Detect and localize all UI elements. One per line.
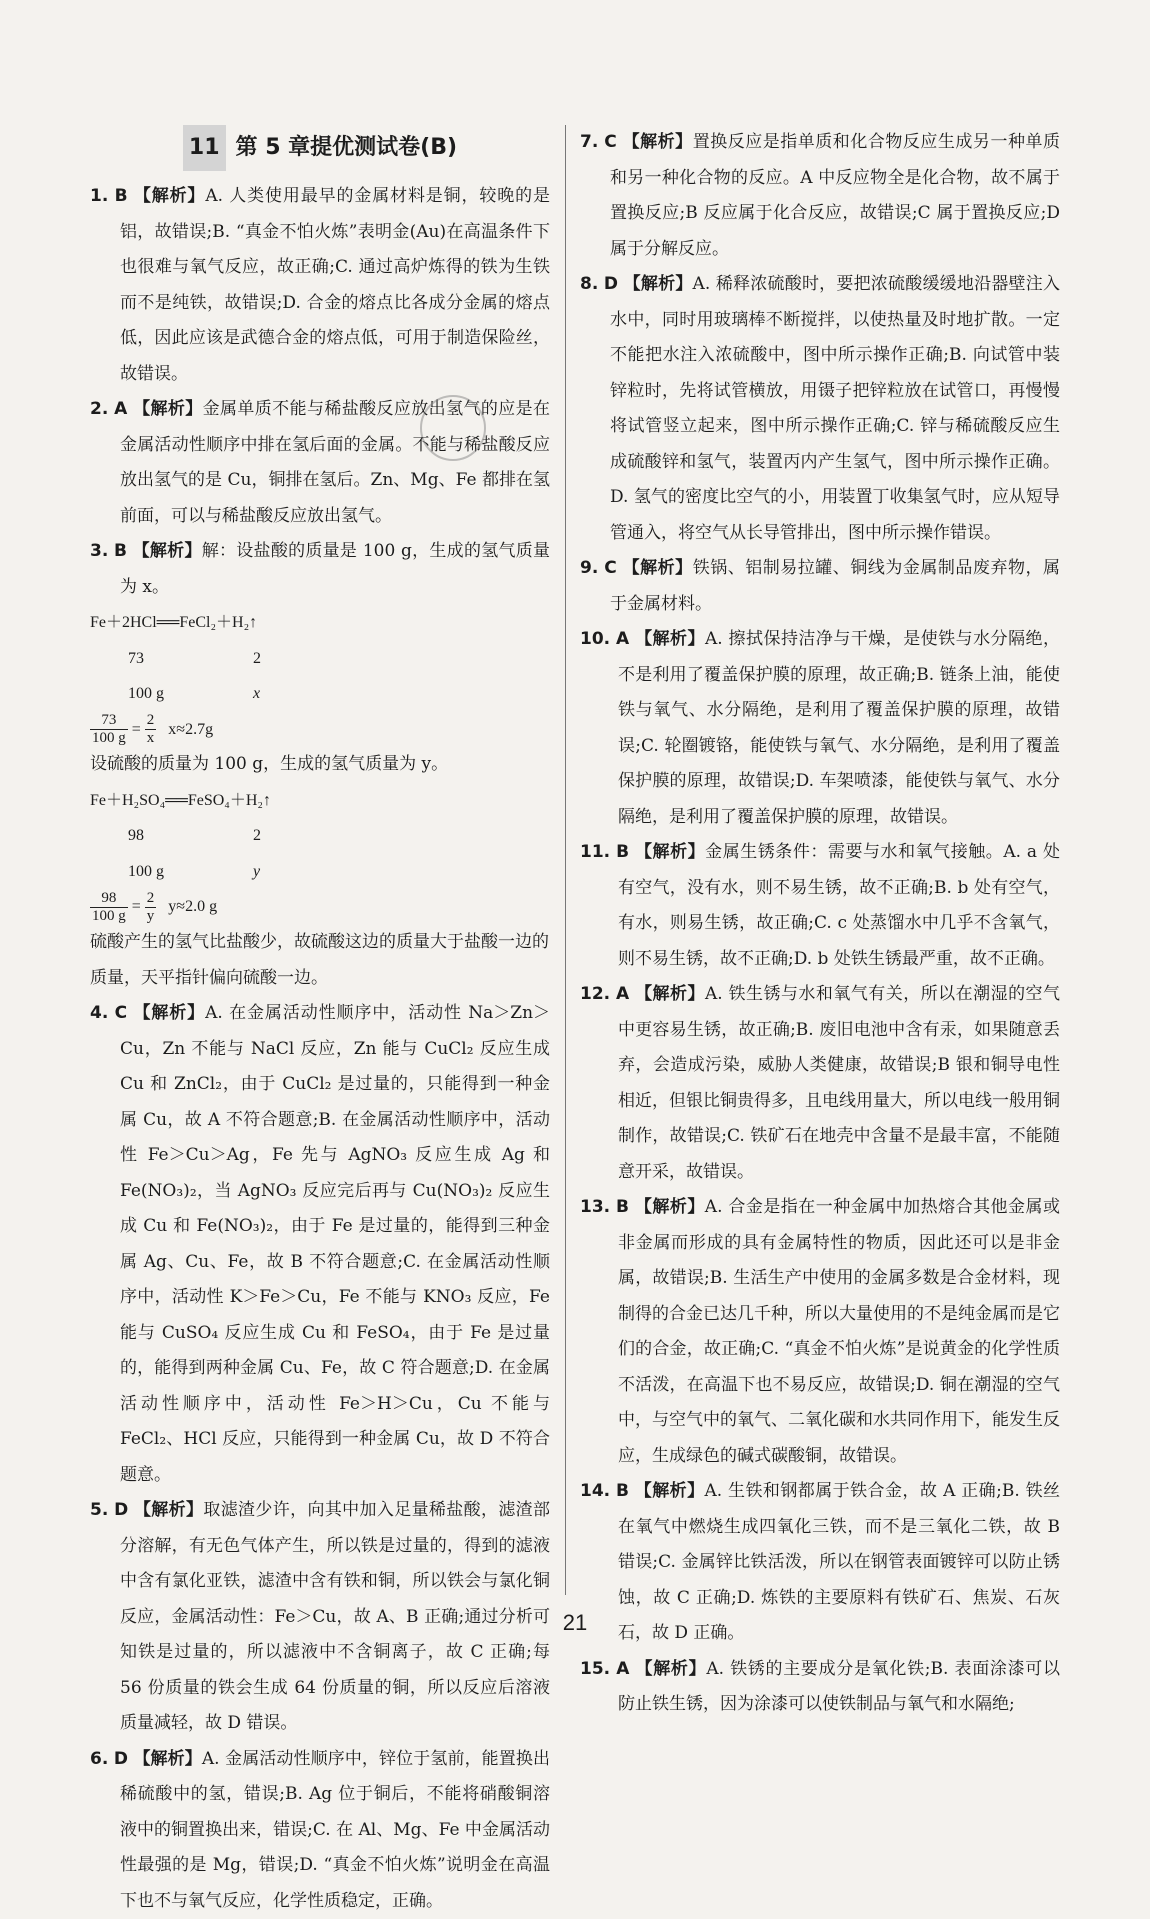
- ratio-1: $\frac{73}{100 g}$ = $\frac{2}{x}$ x≈2.7g: [92, 712, 214, 747]
- answer-13: 13. B 【解析】A. 合金是指在一种金属中加热熔合其他金属或非金属而形成的具有金属特性的物质，因此还可以是非金属，故错误;B. 生活生产中使用的金属多数是合金材料，现制得的合金已达几千种，所以大量使用的不是纯金属而是它们的合金，故正确;C. “真金不怕火炼”是说黄金的化学性质不活泼，在高温下也不易反应，故错误;D. 铜在潮湿的空气中，与空气中的氧气、二氧化碳和水共同作用下，能发生反应，生成绿色的碱式碳酸铜，故错误。: [580, 1197, 1061, 1466]
- answer-11: 11. B 【解析】金属生锈条件：需要与水和氧气接触。A. a 处有空气，没有水，则不易生锈，故不正确;B. b 处有空气，有水，则易生锈，故正确;C. c 处蒸馏水中几乎不含氧气，则不易生锈，故不正确;D. b 处铁生锈最严重，故不正确。: [580, 842, 1061, 969]
- title-text: 第 5 章提优测试卷(B): [235, 135, 458, 160]
- column-divider: [565, 125, 566, 1595]
- answer-4: 4. C 【解析】A. 在金属活动性顺序中，活动性 Na＞Zn＞Cu，Zn 不能与 NaCl 反应，Zn 能与 CuCl₂ 反应生成 Cu 和 ZnCl₂，由于 CuCl₂ 是过量的，只能得到一种金属 Cu，故 A 不符合题意;B. 在金属活动性顺序中，活动性 Fe＞Cu＞Ag，Fe 先与 AgNO₃ 反应生成 Ag 和 Fe(NO₃)₂，当 AgNO₃ 反应完后再与 Cu(NO₃)₂ 反应生成 Cu 和 Fe(NO₃)₂，由于 Fe 是过量的，能得到三种金属 Ag、Cu、Fe，故 B 不符合题意;C. 在金属活动性顺序中，活动性 K＞Fe＞Cu，Fe 不能与 KNO₃ 反应，Fe 能与 CuSO₄ 反应生成 Cu 和 FeSO₄，由于 Fe 是过量的，能得到两种金属 Cu、Fe，故 C 符合题意;D. 在金属活动性顺序中，活动性 Fe＞H＞Cu，Cu 不能与 FeCl₂、HCl 反应，只能得到一种金属 Cu，故 D 不符合题意。: [90, 1003, 551, 1485]
- ratio-2: $\frac{98}{100 g}$ = $\frac{2}{y}$ y≈2.0 g: [92, 890, 218, 925]
- answer-2: 2. A 【解析】金属单质不能与稀盐酸反应放出氢气的应是在金属活动性顺序中排在氢后面的金属。不能与稀盐酸反应放出氢气的是 Cu，铜排在氢后。Zn、Mg、Fe 都排在氢前面，可以与稀盐酸反应放出氢气。: [90, 399, 551, 526]
- equation-2: Fe＋H₂SO₄══FeSO₄＋H₂↑: [90, 791, 272, 809]
- title-number: 11: [183, 125, 226, 171]
- answer-15: 15. A 【解析】A. 铁锈的主要成分是氧化铁;B. 表面涂漆可以防止铁生锈，因为涂漆可以使铁制品与氧气和水隔绝;: [580, 1658, 1060, 1714]
- left-column: [90, 125, 550, 1919]
- stamp-mark: [420, 395, 486, 461]
- page-number: 21: [562, 1610, 588, 1635]
- answer-9: 9. C 【解析】铁锅、铝制易拉罐、铜线为金属制品废弃物，属于金属材料。: [580, 558, 1060, 614]
- equation-1: Fe＋2HCl══FeCl₂＋H₂↑: [90, 614, 258, 631]
- answer-5: 5. D 【解析】取滤渣少许，向其中加入足量稀盐酸，滤渣部分溶解，有无色气体产生，所以铁是过量的，得到的滤液中含有氯化亚铁，滤渣中含有铁和铜，所以铁会与氯化铜反应，金属活动性：Fe＞Cu，故 A、B 正确;通过分析可知铁是过量的，所以滤液中不含铜离子，故 C 正确;每 56 份质量的铁会生成 64 份质量的铜，所以反应后溶液质量减轻，故 D 错误。: [90, 1500, 551, 1734]
- answer-14: 14. B 【解析】A. 生铁和钢都属于铁合金，故 A 正确;B. 铁丝在氧气中燃烧生成四氧化三铁，而不是三氧化二铁，故 B 错误;C. 金属锌比铁活泼，所以在钢管表面镀锌可以防止锈蚀，故 C 正确;D. 炼铁的主要原料有铁矿石、焦炭、石灰石，故 D 正确。: [580, 1481, 1061, 1643]
- page-title: [90, 125, 550, 171]
- right-column: [580, 125, 1060, 1723]
- answer-12: 12. A 【解析】A. 铁生锈与水和氧气有关，所以在潮湿的空气中更容易生锈，故正确;B. 废旧电池中含有汞，如果随意丢弃，会造成污染，威胁人类健康，故错误;B 银和铜导电性相近，但银比铜贵得多，且电线用量大，所以电线一般用铜制作，故错误;C. 铁矿石在地壳中含量不是最丰富，不能随意开采，故错误。: [580, 984, 1061, 1182]
- answer-3: 3. B 【解析】解：设盐酸的质量是 100 g，生成的氢气质量为 x。 Fe＋2HCl══FeCl₂＋H₂↑ 73 2 100 g x $\frac{73}{100 g}$ = $\frac{2}{x}$ x≈2.7g 设硫酸的质量为 100 g，生成的氢气质量为 y。 Fe＋H₂SO₄══FeSO₄＋H₂↑ 98 2 100 g y $\frac{98}{100 g}$ = $\frac{2}{y}$ y≈2.0 g 硫酸产生的氢气比盐酸少，故硫酸这边的质量大于盐酸一边的质量，天平指针偏向硫酸一边。: [90, 541, 551, 988]
- answer-1: 1. B 【解析】A. 人类使用最早的金属材料是铜，较晚的是铝，故错误;B. “真金不怕火炼”表明金(Au)在高温条件下也很难与氧气反应，故正确;C. 通过高炉炼得的铁为生铁而不是纯铁，故错误;D. 合金的熔点比各成分金属的熔点低，因此应该是武德合金的熔点低，可用于制造保险丝，故错误。: [90, 186, 551, 384]
- answer-10: 10. A 【解析】A. 擦拭保持洁净与干燥，是使铁与水分隔绝，不是利用了覆盖保护膜的原理，故正确;B. 链条上油，能使铁与氧气、水分隔绝，是利用了覆盖保护膜的原理，故错误;C. 轮圈镀铬，能使铁与氧气、水分隔绝，是利用了覆盖保护膜的原理，故错误;D. 车架喷漆，能使铁与氧气、水分隔绝，是利用了覆盖保护膜的原理，故错误。: [580, 629, 1061, 827]
- answer-6: 6. D 【解析】A. 金属活动性顺序中，锌位于氢前，能置换出稀硫酸中的氢，错误;B. Ag 位于铜后，不能将硝酸铜溶液中的铜置换出来，错误;C. 在 Al、Mg、Fe 中金属活动性最强的是 Mg，错误;D. “真金不怕火炼”说明金在高温下也不与氧气反应，化学性质稳定，正确。: [90, 1748, 551, 1911]
- answer-7: 7. C 【解析】置换反应是指单质和化合物反应生成另一种单质和另一种化合物的反应。A 中反应物全是化合物，故不属于置换反应;B 反应属于化合反应，故错误;C 属于置换反应;D 属于分解反应。: [580, 132, 1060, 259]
- answer-8: 8. D 【解析】A. 稀释浓硫酸时，要把浓硫酸缓缓地沿器壁注入水中，同时用玻璃棒不断搅拌，以使热量及时地扩散。一定不能把水注入浓硫酸中，图中所示操作正确;B. 向试管中装锌粒时，先将试管横放，用镊子把锌粒放在试管口，再慢慢将试管竖立起来，图中所示操作正确;C. 锌与稀硫酸反应生成硫酸锌和氢气，装置丙内产生氢气，图中所示操作正确。D. 氢气的密度比空气的小，用装置丁收集氢气时，应从短导管通入，将空气从长导管排出，图中所示操作错误。: [580, 274, 1060, 543]
